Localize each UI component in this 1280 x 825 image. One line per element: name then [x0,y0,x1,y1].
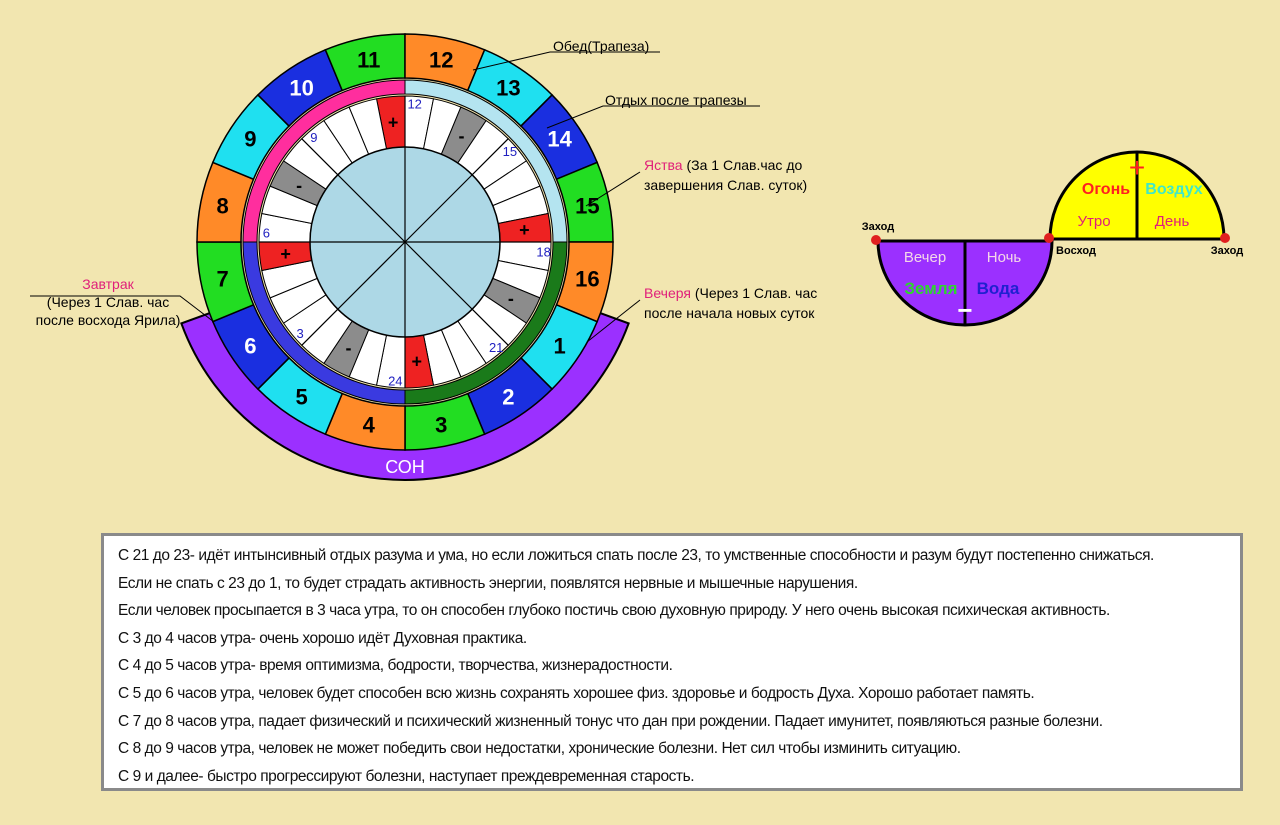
hour-label: 15 [575,193,600,219]
sunrise-dot [1044,233,1054,243]
hour-label: 2 [502,384,515,410]
hour-label: 16 [575,266,600,292]
inner-hour-number: 9 [310,130,318,146]
breakfast-annotation [22,275,194,329]
hour-label: 1 [553,333,566,359]
earth-label: Земля [904,279,958,298]
evening-label: Вечер [903,249,947,266]
vechernya-line1: (Через 1 Слав. час [694,285,818,301]
sunset-left-dot [871,235,881,245]
yastva-title: Яства [644,157,683,173]
minus-sign: - [296,175,303,196]
text-line: С 5 до 6 часов утра, человек будет способен всю жизнь сохранять хорошее физ. здоровье и бодрость Духа. Хорошо работает память. [118,684,1035,702]
text-line: С 4 до 5 часов утра- время оптимизма, бодрости, творчества, жизнерадостности. [118,657,673,675]
hour-label: 14 [547,126,572,152]
yastva-annotation [644,155,807,195]
hour-label: 5 [295,384,308,410]
minus-sign: - [345,337,352,358]
yastva-line2: завершения Слав. суток) [644,177,808,193]
breakfast-line1: (Через 1 Слав. час [46,294,170,310]
plus-sign: + [519,220,530,241]
inner-hour-number: 6 [262,225,270,241]
inner-hour-number: 12 [407,96,422,112]
info-text-box [101,533,1243,791]
breakfast-line2: после восхода Ярила) [35,312,181,328]
fire-label: Огонь [1081,181,1131,198]
air-label: Воздух [1145,181,1203,198]
vechernya-annotation [644,283,817,323]
hour-label: 9 [244,126,257,152]
morning-label: Утро [1077,213,1111,230]
text-line: Если не спать с 23 до 1, то будет страдать активность энергии, появлятся нервные и мышечные нарушения. [118,574,858,592]
night-label: Ночь [986,249,1022,266]
inner-hour-number: 3 [296,326,304,342]
plus-sign: + [411,351,423,372]
plus-sign: + [280,243,291,264]
text-line: С 9 и далее- быстро прогрессируют болезни, наступает преждевременная старость. [118,767,695,785]
inner-hour-number: 15 [502,143,518,159]
hour-label: 10 [289,75,314,101]
minus-symbol: − [957,295,973,325]
inner-hour-number: 21 [488,339,504,355]
hour-label: 6 [244,333,257,359]
hour-label: 8 [216,193,229,219]
lunch-annotation: Обед(Трапеза) [553,38,650,54]
text-line: С 7 до 8 часов утра, падает физический и психический жизненный тонус что дан при рождении. Падает имунитет, появляються разные болезни. [118,712,1103,730]
sleep-label: СОН [385,457,425,477]
hour-label: 3 [435,412,448,438]
minus-sign: - [458,126,465,147]
minus-sign: - [507,288,514,309]
plus-sign: + [387,112,399,133]
vechernya-title: Вечеря [644,285,691,301]
sunset-right-label: Заход [1210,245,1244,257]
inner-hour-number: 18 [536,244,551,260]
inner-hour-number: 24 [388,373,403,389]
hour-label: 4 [362,412,375,438]
text-line: Если человек просыпается в 3 часа утра, то он способен глубоко постичь свою духовную природу. У него очень высокая психическая активность. [118,602,1110,620]
rest-annotation: Отдых после трапезы [605,92,747,108]
sunset-right-dot [1220,233,1230,243]
breakfast-title: Завтрак [82,276,134,292]
yastva-line1: (За 1 Слав.час до [686,157,803,173]
water-label: Вода [976,279,1020,298]
text-line: С 8 до 9 часов утра, человек не может победить свои недостатки, хронические болезни. Нет сил чтобы изминить ситуацию. [118,740,961,758]
vechernya-line2: после начала новых суток [644,305,815,321]
text-line: С 3 до 4 часов утра- очень хорошо идёт Духовная практика. [118,629,527,647]
sunrise-label: Восход [1056,245,1096,257]
hour-label: 12 [429,47,454,73]
hour-label: 7 [216,266,229,292]
text-line: С 21 до 23- идёт интынсивный отдых разума и ума, но если ложиться спать после 23, то умственные способности и разум будут постепенно снижаться. [118,547,1154,564]
hour-label: 11 [357,47,381,73]
day-label: День [1154,213,1190,230]
hour-label: 13 [496,75,521,101]
sunset-left-label: Заход [861,221,895,233]
plus-symbol: + [1128,152,1146,183]
